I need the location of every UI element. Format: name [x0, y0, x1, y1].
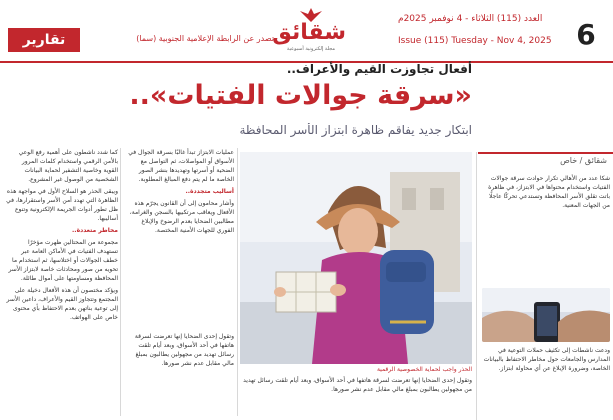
sidebar-text-continued: ودعت ناشطات إلى تكثيف حملات التوعية في المدارس والجامعات حول مخاطر الاحتفاظ بالبيانات الخاصة، وضرورة الإبلاغ عن أي محاولة ابتزاز.	[483, 347, 610, 372]
logo-subtitle: مجلة إلكترونية أسبوعية	[286, 46, 336, 52]
column-middle-lower-paragraph: وتقول إحدى الضحايا إنها تعرضت لسرقة هاتفها في أحد الأسواق، وبعد أيام تلقت رسائل تهديد من مجهولين يطالبون بمبلغ مالي مقابل عدم نشر صورها.	[134, 333, 234, 367]
logo-wordmark: شقائق	[272, 20, 346, 45]
column-divider-middle	[237, 148, 238, 416]
column-middle-subheading: أساليب متجددة..	[185, 188, 234, 195]
page-number: 6	[576, 18, 596, 51]
article-subhead: ابتكار جديد يفاقم ظاهرة ابتزاز الأسر المحافظة	[239, 123, 472, 137]
main-photo-caption: الحذر واجب لحماية الخصوصية الرقمية	[376, 366, 472, 373]
column-left-paragraph-3: مجموعة من المحتالين ظهرت مؤخرًا تستهدف الفتيات في الأماكن العامة عبر خطف الجوالات أو اختلاسها، ثم استخدام ما تحويه من صور ومحادثات خاصة لابتزاز الأسر المحافظة ومساومتها على أموال طائلة.	[8, 239, 118, 282]
sidebar-photo	[482, 288, 610, 342]
column-left-paragraph-2: ويبقى الحذر هو السلاح الأول في مواجهة هذه الظاهرة التي تهدد أمن الأسر واستقرارها، في ظل تطور أدوات الجريمة الإلكترونية وتنوع أساليبها.	[6, 188, 118, 222]
column-divider	[476, 152, 477, 420]
article-headline: «سرقة جوالات الفتيات»..	[129, 80, 472, 111]
article-column-left	[6, 148, 118, 408]
column-middle-paragraph-2: وأشار محامون إلى أن القانون يجرّم هذه الأفعال ويعاقب مرتكبيها بالسجن والغرامة، مطالبين الضحايا بعدم الرضوخ والإبلاغ الفوري للجهات الأمنية المختصة.	[129, 200, 234, 234]
sidebar-text: شكا عدد من الأهالي تكرار حوادث سرقة جوالات الفتيات واستخدام محتواها في الابتزاز، في ظاهرة باتت تقلق الأسر المحافظة وتستدعي تحركًا عاجلًا من الجهات المعنية.	[488, 175, 610, 209]
publication-logo[interactable]	[272, 6, 346, 56]
article-bottom-text	[240, 376, 472, 418]
column-left-paragraph: كما شدد ناشطون على أهمية رفع الوعي بالأمن الرقمي واستخدام كلمات المرور القوية وخاصية التشفير لحماية البيانات الشخصية من الوصول غير المشروع.	[18, 149, 118, 183]
article-column-middle-lower	[124, 332, 234, 416]
article-column-middle	[124, 148, 234, 328]
column-middle-paragraph: عمليات الابتزاز تبدأ غالبًا بسرقة الجوال في الأسواق أو المواصلات، ثم التواصل مع الضحية أو أسرتها وتهديدها بنشر الصور الخاصة ما لم يتم دفع المبالغ المطلوبة.	[128, 149, 234, 183]
section-badge[interactable]: تقارير	[8, 28, 80, 52]
column-divider-left	[120, 148, 121, 416]
sidebar-header: شقائق / خاص	[478, 152, 613, 168]
column-left-subheading: مخاطر متعددة..	[72, 227, 118, 234]
article-kicker: أفعال تجاوزت القيم والأعراف..	[286, 62, 472, 76]
woman-tourist-photo	[240, 152, 472, 364]
column-left-paragraph-4: ويؤكد مختصون أن هذه الأفعال دخيلة على المجتمع وتتجاوز القيم والأعراف، داعين الأسر إلى توعية بناتهن بعدم الاحتفاظ بأي محتوى خاص على الهواتف.	[6, 287, 118, 321]
main-article-photo	[240, 152, 472, 364]
issue-date-en: Issue (115) Tuesday - Nov 4, 2025	[398, 36, 552, 46]
phone-hands-illustration	[482, 288, 610, 342]
sidebar-column	[478, 62, 613, 420]
masthead	[0, 0, 613, 62]
issue-date-ar: العدد (115) الثلاثاء - 4 نوفمبر 2025م	[398, 14, 543, 24]
bottom-paragraph: وتقول إحدى الضحايا إنها تعرضت لسرقة هاتفها في أحد الأسواق، وبعد أيام تلقت رسائل تهديد من مجهولين يطالبون بمبلغ مالي مقابل عدم نشر صورها.	[243, 377, 472, 393]
publisher-tagline: تصدر عن الرابطة الإعلامية الجنوبية (سما)	[136, 34, 274, 43]
